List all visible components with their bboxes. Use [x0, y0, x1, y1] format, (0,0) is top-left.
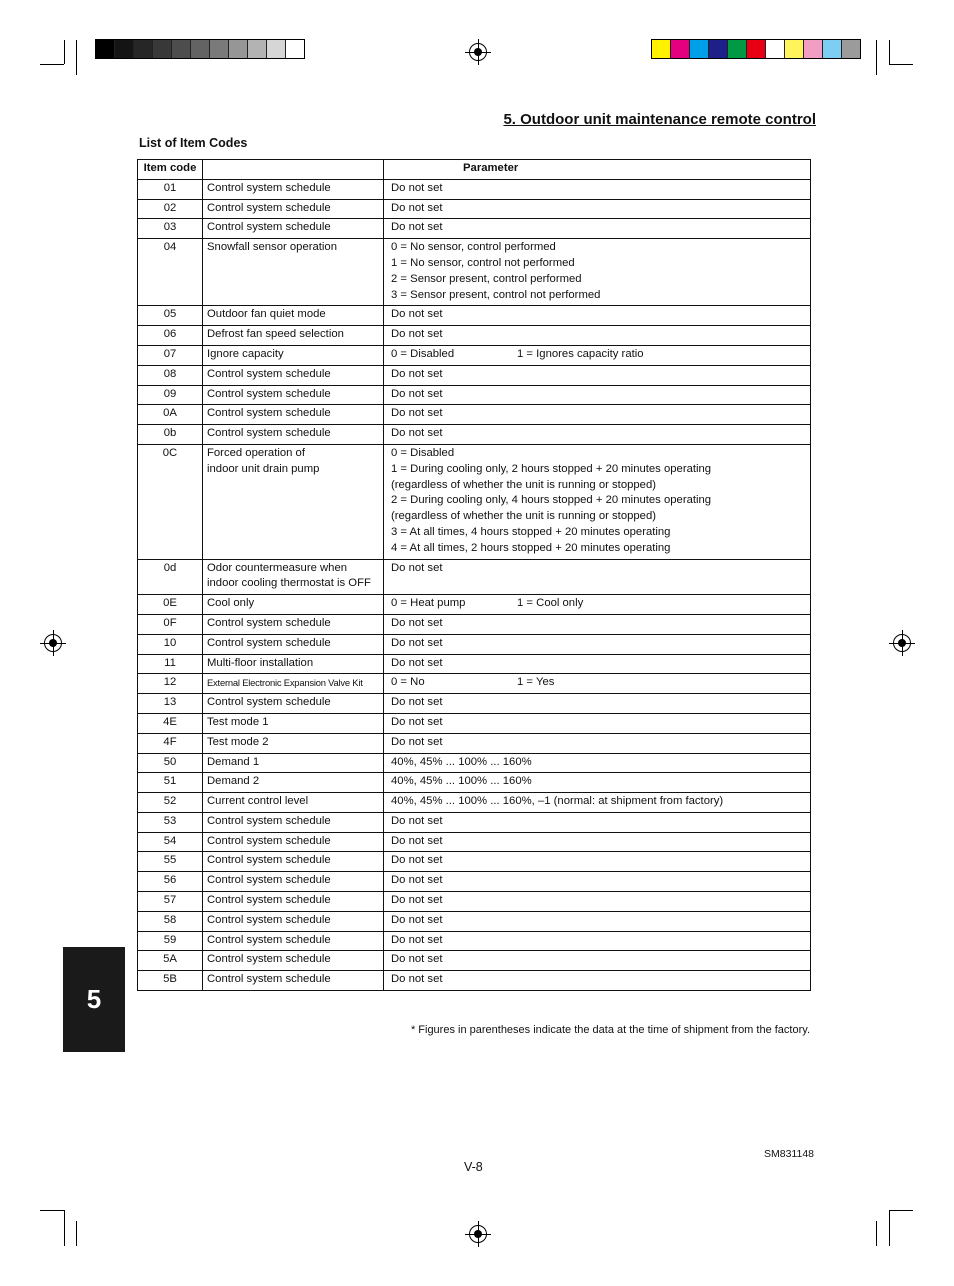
registration-mark-top-icon: [469, 43, 487, 61]
calibration-swatch: [671, 40, 690, 58]
item-code-header: Item code: [138, 160, 203, 180]
table-row: [138, 654, 811, 674]
registration-mark-bottom-icon: [469, 1225, 487, 1243]
parameter-cell: [384, 365, 811, 385]
item-code-cell: 05: [138, 306, 203, 326]
item-code-cell: 58: [138, 911, 203, 931]
function-line: Control system schedule: [207, 894, 331, 907]
parameter-cell: [384, 812, 811, 832]
function-line: Control system schedule: [207, 427, 331, 440]
calibration-swatch: [747, 40, 766, 58]
parameter-option-alt: 1 = Ignores capacity ratio: [517, 347, 644, 360]
function-cell: [203, 911, 384, 931]
parameter-line: [391, 596, 806, 612]
function-line: Current control level: [207, 795, 309, 808]
table-row: [138, 832, 811, 852]
parameter-line: Do not set: [391, 328, 443, 341]
parameter-line: 40%, 45% ... 100% ... 160%: [391, 775, 532, 788]
grayscale-calibration-bar: [95, 39, 305, 59]
parameter-cell: [384, 654, 811, 674]
function-cell: [203, 812, 384, 832]
function-cell: [203, 773, 384, 793]
function-cell: [203, 713, 384, 733]
item-code-cell: 06: [138, 326, 203, 346]
item-code-cell: 53: [138, 812, 203, 832]
function-cell: [203, 654, 384, 674]
parameter-line: 0 = No sensor, control performed: [391, 241, 556, 254]
table-row: [138, 733, 811, 753]
function-line: Control system schedule: [207, 874, 331, 887]
function-cell: [203, 951, 384, 971]
parameter-line: Do not set: [391, 874, 443, 887]
item-code-cell: 0A: [138, 405, 203, 425]
item-code-cell: 03: [138, 219, 203, 239]
parameter-option: 0 = No: [391, 676, 425, 689]
function-line: Forced operation of: [207, 446, 305, 459]
parameter-line: 3 = Sensor present, control not performed: [391, 288, 601, 301]
parameter-line: Do not set: [391, 715, 443, 728]
parameter-cell: [384, 832, 811, 852]
parameter-cell: [384, 733, 811, 753]
function-cell: [203, 733, 384, 753]
item-code-cell: 04: [138, 239, 203, 306]
calibration-swatch: [286, 40, 304, 58]
item-code-cell: 5A: [138, 951, 203, 971]
item-code-cell: 59: [138, 931, 203, 951]
function-line: Ignore capacity: [207, 347, 284, 360]
function-cell: [203, 345, 384, 365]
function-cell: [203, 306, 384, 326]
item-code-cell: 0F: [138, 614, 203, 634]
table-row: [138, 405, 811, 425]
parameter-line: 0 = Disabled: [391, 446, 455, 459]
parameter-line: Do not set: [391, 407, 443, 420]
calibration-swatch: [766, 40, 785, 58]
parameter-cell: [384, 559, 811, 595]
parameter-line: Do not set: [391, 973, 443, 986]
parameter-cell: [384, 971, 811, 991]
table-row: [138, 951, 811, 971]
item-code-cell: 4E: [138, 713, 203, 733]
calibration-swatch: [153, 40, 172, 58]
function-cell: [203, 634, 384, 654]
item-code-cell: 54: [138, 832, 203, 852]
parameter-line: 40%, 45% ... 100% ... 160%, –1 (normal: at shipment from factory): [391, 795, 724, 808]
function-line: Test mode 2: [207, 735, 269, 748]
table-row: [138, 326, 811, 346]
item-code-cell: 07: [138, 345, 203, 365]
parameter-line: Do not set: [391, 308, 443, 321]
function-line: indoor cooling thermostat is OFF: [207, 577, 371, 590]
item-code-cell: 13: [138, 694, 203, 714]
function-line: Control system schedule: [207, 913, 331, 926]
function-line: External Electronic Expansion Valve Kit: [207, 677, 363, 689]
table-row: [138, 793, 811, 813]
table-row: [138, 892, 811, 912]
table-row: [138, 674, 811, 694]
parameter-cell: [384, 345, 811, 365]
item-code-cell: 57: [138, 892, 203, 912]
parameter-cell: [384, 219, 811, 239]
parameter-line: 2 = During cooling only, 4 hours stopped + 20 minutes operating: [391, 494, 712, 507]
parameter-line: 3 = At all times, 4 hours stopped + 20 minutes operating: [391, 525, 671, 538]
function-line: Control system schedule: [207, 221, 331, 234]
table-row: [138, 365, 811, 385]
parameter-line: Do not set: [391, 387, 443, 400]
parameter-cell: [384, 614, 811, 634]
parameter-cell: [384, 385, 811, 405]
parameter-cell: [384, 326, 811, 346]
table-row: [138, 345, 811, 365]
function-line: Control system schedule: [207, 814, 331, 827]
calibration-swatch: [210, 40, 229, 58]
function-line: Control system schedule: [207, 696, 331, 709]
function-cell: [203, 179, 384, 199]
parameter-cell: [384, 199, 811, 219]
function-line: Control system schedule: [207, 387, 331, 400]
function-cell: [203, 852, 384, 872]
item-code-cell: 09: [138, 385, 203, 405]
parameter-line: Do not set: [391, 894, 443, 907]
item-code-cell: 51: [138, 773, 203, 793]
calibration-swatch: [134, 40, 153, 58]
chapter-tab: 5: [63, 947, 125, 1052]
function-cell: [203, 385, 384, 405]
parameter-cell: [384, 674, 811, 694]
function-cell: [203, 326, 384, 346]
parameter-line: Do not set: [391, 201, 443, 214]
parameter-cell: [384, 753, 811, 773]
parameter-option: 0 = Disabled: [391, 347, 455, 360]
item-code-cell: 01: [138, 179, 203, 199]
item-code-cell: 52: [138, 793, 203, 813]
parameter-cell: [384, 931, 811, 951]
parameter-line: 2 = Sensor present, control performed: [391, 272, 582, 285]
function-cell: [203, 199, 384, 219]
calibration-swatch: [229, 40, 248, 58]
parameter-cell: [384, 872, 811, 892]
function-line: Multi-floor installation: [207, 656, 314, 669]
parameter-line: Do not set: [391, 953, 443, 966]
item-code-cell: 08: [138, 365, 203, 385]
calibration-swatch: [709, 40, 728, 58]
registration-mark-left-icon: [44, 634, 62, 652]
registration-mark-right-icon: [893, 634, 911, 652]
function-header: [203, 160, 384, 180]
parameter-line: 1 = No sensor, control not performed: [391, 256, 575, 269]
item-code-cell: 55: [138, 852, 203, 872]
parameter-line: [391, 347, 806, 363]
function-line: Control system schedule: [207, 854, 331, 867]
section-title: 5. Outdoor unit maintenance remote control: [503, 111, 816, 128]
parameter-line: Do not set: [391, 636, 443, 649]
table-row: [138, 773, 811, 793]
table-row: [138, 219, 811, 239]
function-line: Defrost fan speed selection: [207, 328, 344, 341]
table-row: [138, 239, 811, 306]
calibration-swatch: [690, 40, 709, 58]
parameter-line: Do not set: [391, 181, 443, 194]
function-cell: [203, 595, 384, 615]
function-cell: [203, 444, 384, 559]
parameter-cell: [384, 306, 811, 326]
table-header-row: [138, 160, 811, 180]
item-code-cell: 02: [138, 199, 203, 219]
table-row: [138, 872, 811, 892]
parameter-line: Do not set: [391, 834, 443, 847]
item-codes-table: [137, 159, 811, 991]
parameter-line: Do not set: [391, 913, 443, 926]
function-cell: [203, 239, 384, 306]
table-row: [138, 199, 811, 219]
function-cell: [203, 694, 384, 714]
parameter-line: 40%, 45% ... 100% ... 160%: [391, 755, 532, 768]
function-cell: [203, 674, 384, 694]
parameter-line: Do not set: [391, 221, 443, 234]
item-code-cell: 0E: [138, 595, 203, 615]
calibration-swatch: [728, 40, 747, 58]
calibration-swatch: [248, 40, 267, 58]
function-line: Control system schedule: [207, 973, 331, 986]
function-cell: [203, 753, 384, 773]
table-row: [138, 971, 811, 991]
parameter-option: 0 = Heat pump: [391, 597, 466, 610]
item-code-cell: 5B: [138, 971, 203, 991]
function-line: Demand 1: [207, 755, 260, 768]
parameter-line: (regardless of whether the unit is running or stopped): [391, 478, 656, 491]
function-cell: [203, 931, 384, 951]
parameter-cell: [384, 444, 811, 559]
function-cell: [203, 872, 384, 892]
color-calibration-bar: [651, 39, 861, 59]
function-line: Odor countermeasure when: [207, 561, 348, 574]
function-cell: [203, 971, 384, 991]
parameter-cell: [384, 405, 811, 425]
parameter-line: Do not set: [391, 854, 443, 867]
document-code: SM831148: [764, 1148, 815, 1160]
parameter-line: 1 = During cooling only, 2 hours stopped + 20 minutes operating: [391, 462, 712, 475]
calibration-swatch: [652, 40, 671, 58]
function-cell: [203, 559, 384, 595]
function-line: Control system schedule: [207, 636, 331, 649]
item-code-cell: 12: [138, 674, 203, 694]
calibration-swatch: [823, 40, 842, 58]
function-line: Cool only: [207, 597, 255, 610]
parameter-cell: [384, 951, 811, 971]
calibration-swatch: [785, 40, 804, 58]
item-code-cell: 0C: [138, 444, 203, 559]
table-row: [138, 713, 811, 733]
table-row: [138, 852, 811, 872]
table-body: [138, 179, 811, 990]
function-cell: [203, 614, 384, 634]
function-line: Control system schedule: [207, 367, 331, 380]
table-row: [138, 614, 811, 634]
function-line: Test mode 1: [207, 715, 269, 728]
footnote: * Figures in parentheses indicate the data at the time of shipment from the factory.: [410, 1024, 810, 1036]
calibration-swatch: [842, 40, 860, 58]
parameter-cell: [384, 179, 811, 199]
item-code-cell: 11: [138, 654, 203, 674]
function-line: Control system schedule: [207, 933, 331, 946]
parameter-line: Do not set: [391, 427, 443, 440]
parameter-option-alt: 1 = Cool only: [517, 597, 584, 610]
parameter-line: [391, 675, 806, 691]
parameter-cell: [384, 911, 811, 931]
parameter-cell: [384, 595, 811, 615]
calibration-swatch: [96, 40, 115, 58]
function-cell: [203, 793, 384, 813]
table-row: [138, 179, 811, 199]
function-line: Demand 2: [207, 775, 260, 788]
parameter-cell: [384, 852, 811, 872]
function-cell: [203, 892, 384, 912]
item-code-cell: 4F: [138, 733, 203, 753]
function-line: indoor unit drain pump: [207, 462, 320, 475]
function-line: Control system schedule: [207, 407, 331, 420]
table-row: [138, 812, 811, 832]
parameter-line: (regardless of whether the unit is running or stopped): [391, 510, 656, 523]
parameter-cell: [384, 634, 811, 654]
table-row: [138, 425, 811, 445]
table-row: [138, 753, 811, 773]
parameter-line: Do not set: [391, 367, 443, 380]
calibration-swatch: [267, 40, 286, 58]
parameter-cell: [384, 239, 811, 306]
parameter-line: Do not set: [391, 814, 443, 827]
function-cell: [203, 425, 384, 445]
function-cell: [203, 405, 384, 425]
table-row: [138, 634, 811, 654]
parameter-cell: [384, 793, 811, 813]
calibration-swatch: [172, 40, 191, 58]
calibration-swatch: [804, 40, 823, 58]
parameter-cell: [384, 425, 811, 445]
table-row: [138, 559, 811, 595]
item-code-cell: 50: [138, 753, 203, 773]
parameter-line: Do not set: [391, 616, 443, 629]
function-line: Control system schedule: [207, 834, 331, 847]
function-line: Outdoor fan quiet mode: [207, 308, 326, 321]
function-line: Control system schedule: [207, 201, 331, 214]
function-line: Control system schedule: [207, 616, 331, 629]
function-cell: [203, 365, 384, 385]
function-cell: [203, 219, 384, 239]
function-line: Snowfall sensor operation: [207, 241, 337, 254]
function-line: Control system schedule: [207, 953, 331, 966]
item-code-cell: 0b: [138, 425, 203, 445]
parameter-line: Do not set: [391, 933, 443, 946]
table-row: [138, 306, 811, 326]
parameter-cell: [384, 694, 811, 714]
table-row: [138, 385, 811, 405]
item-code-cell: 10: [138, 634, 203, 654]
parameter-cell: [384, 773, 811, 793]
item-code-cell: 56: [138, 872, 203, 892]
parameter-line: 4 = At all times, 2 hours stopped + 20 minutes operating: [391, 541, 671, 554]
item-code-cell: 0d: [138, 559, 203, 595]
calibration-swatch: [115, 40, 134, 58]
parameter-header: Parameter: [384, 160, 811, 180]
parameter-cell: [384, 713, 811, 733]
page-number: V-8: [464, 1160, 483, 1174]
table-row: [138, 444, 811, 559]
list-title: List of Item Codes: [139, 136, 248, 150]
parameter-option-alt: 1 = Yes: [517, 676, 555, 689]
function-cell: [203, 832, 384, 852]
table-row: [138, 911, 811, 931]
function-line: Control system schedule: [207, 181, 331, 194]
table-row: [138, 595, 811, 615]
calibration-swatch: [191, 40, 210, 58]
parameter-line: Do not set: [391, 735, 443, 748]
table-row: [138, 694, 811, 714]
parameter-cell: [384, 892, 811, 912]
table-row: [138, 931, 811, 951]
parameter-line: Do not set: [391, 561, 443, 574]
parameter-line: Do not set: [391, 656, 443, 669]
parameter-line: Do not set: [391, 696, 443, 709]
